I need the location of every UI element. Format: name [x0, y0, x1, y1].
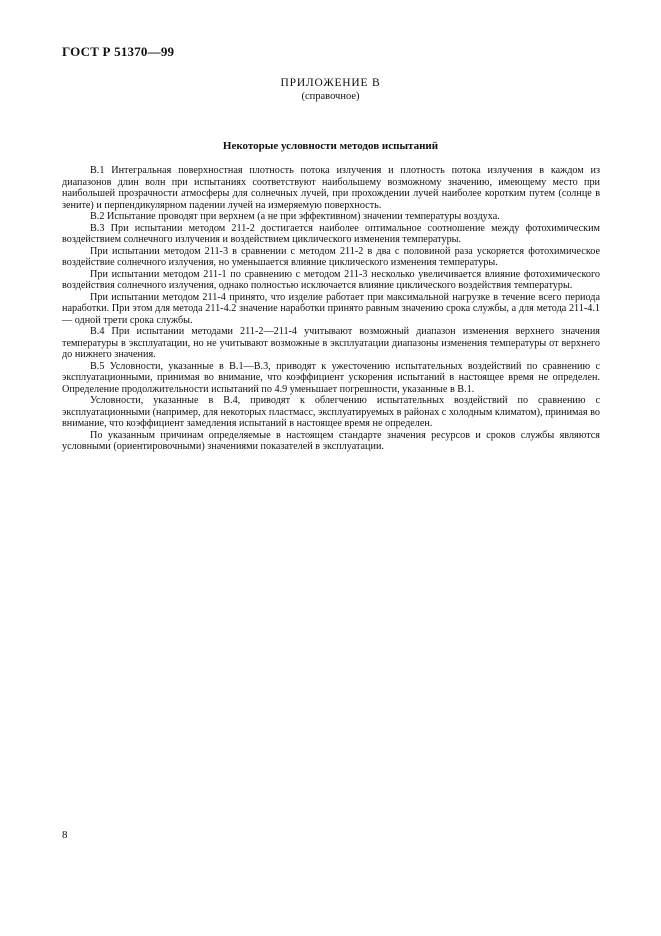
- paragraph-method-211-3: При испытании методом 211-3 в сравнении с методом 211-2 в два с половиной раза ускоряется фотохимическое воздействие солнечного излучения, но уменьшается влияние циклического изменения температуры.: [62, 245, 600, 268]
- paragraph-method-211-1: При испытании методом 211-1 по сравнению с методом 211-3 несколько увеличивается влияние фотохимического воздействия солнечного излучения, однако полностью исключается влияние циклического воздействия температуры.: [62, 268, 600, 291]
- paragraph-b5: В.5 Условности, указанные в В.1—В.3, приводят к ужесточению испытательных воздействий по сравнению с эксплуатационными, принимая во внимание, что коэффициент ускорения испытаний в настоящее время не определен. Определение продолжительности испытаний по 4.9 уменьшает погрешности, указанные в В.1.: [62, 360, 600, 395]
- standard-code-header: ГОСТ Р 51370—99: [62, 44, 175, 59]
- paragraph-b3: В.3 При испытании методом 211-2 достигается наиболее оптимальное соотношение между фотохимическим воздействием солнечного излучения и воздействием циклического изменения температуры.: [62, 222, 600, 245]
- paragraph-b4: В.4 При испытании методами 211-2—211-4 учитывают возможный диапазон изменения верхнего значения температуры в эксплуатации, но не учитывают возможные в эксплуатации диапазоны изменения температуры от верхнего до нижнего значения.: [62, 326, 600, 360]
- paragraph-conclusion: По указанным причинам определяемые в настоящем стандарте значения ресурсов и сроков службы являются условными (ориентировочными) значениями показателей в эксплуатации.: [62, 429, 600, 452]
- paragraph-b1: В.1 Интегральная поверхностная плотность потока излучения и плотность потока излучения в каждом из диапазонов длин волн при испытаниях соответствуют наибольшему возможному значению, имеющему место при наибольшей прозрачности атмосферы для солнечных лучей, при прохождении лучей наиболее коротким путем (солнце в зените) и перпендикулярном падении лучей на измеряемую поверхность.: [62, 165, 600, 211]
- section-title: Некоторые условности методов испытаний: [222, 140, 439, 152]
- appendix-type: (справочное): [301, 91, 360, 102]
- page-number: 8: [62, 829, 68, 841]
- appendix-title: ПРИЛОЖЕНИЕ В: [280, 77, 381, 89]
- paragraph-method-211-4: При испытании методом 211-4 принято, что изделие работает при максимальной нагрузке в течение всего периода наработки. При этом для метода 211-4.2 значение наработки принято равным значению срока службы, а для метода 211-4.1 — одной трети срока службы.: [62, 291, 600, 326]
- paragraph-b2: В.2 Испытание проводят при верхнем (а не при эффективном) значении температуры воздуха.: [90, 211, 500, 222]
- paragraph-b4-conditions: Условности, указанные в В.4, приводят к облегчению испытательных воздействий по сравнению с эксплуатационными (например, для некоторых пластмасс, эксплуатируемых в районах с холодным климатом), принимая во внимание, что коэффициент замедления испытаний в настоящее время не определен.: [62, 395, 600, 429]
- appendix-heading: [0, 77, 661, 103]
- body-text: [62, 165, 600, 453]
